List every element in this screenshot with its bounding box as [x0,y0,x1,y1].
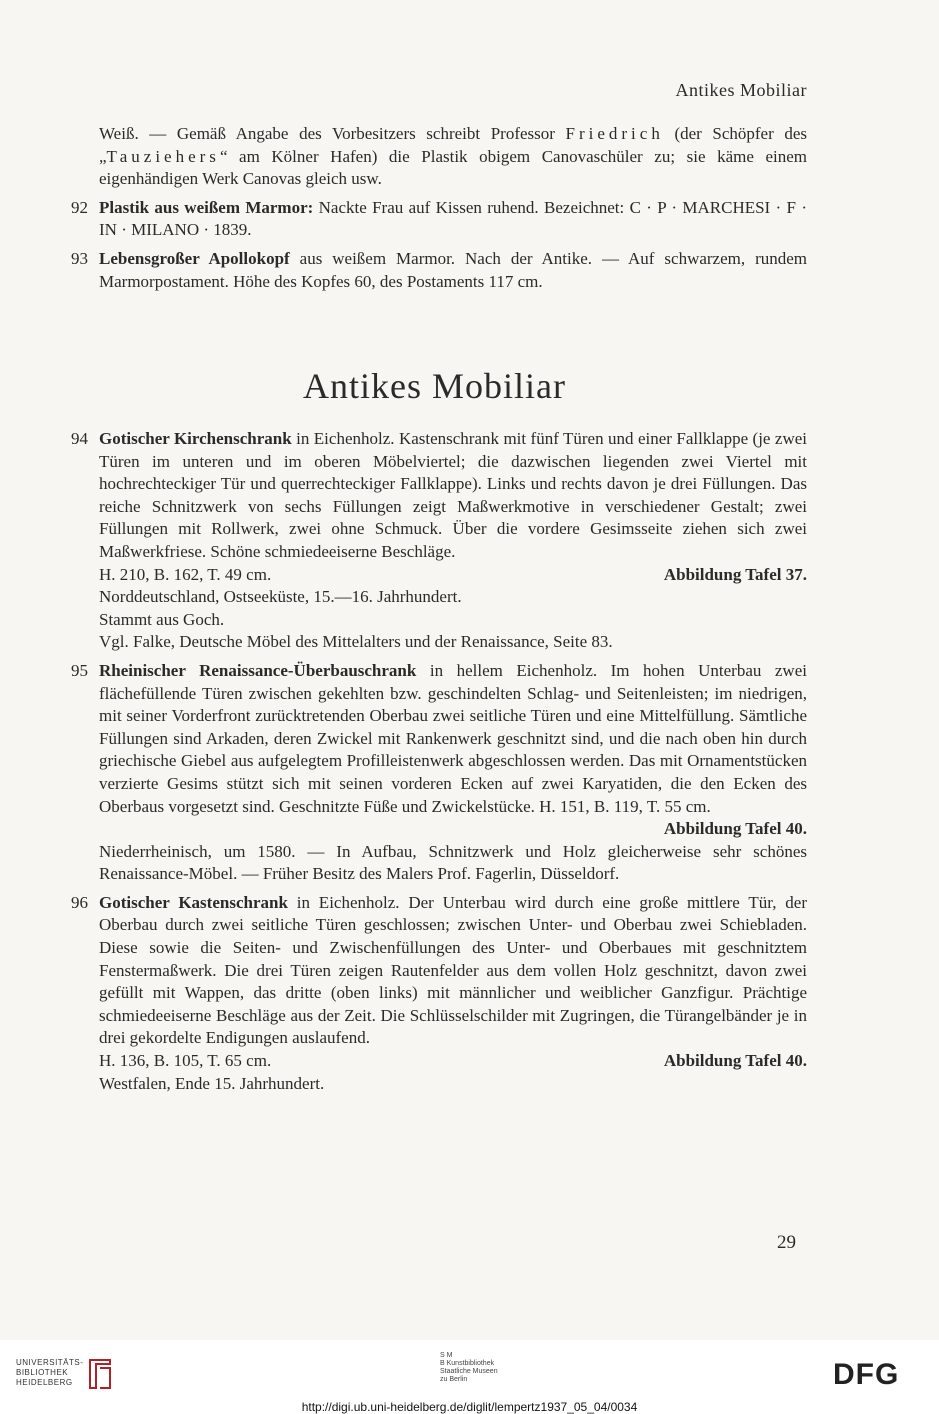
entry-note: Stammt aus Goch. [99,609,225,629]
plate-reference: Abbildung Tafel 40. [663,819,807,839]
entry-92 [71,197,807,242]
entry-text: aus weißem Marmor. Nach der Antike. — Auf schwarzem, rundem Marmorpostament. Höhe des Kopfes 60, des Postaments 117 cm. [99,248,807,291]
uni-line: HEIDELBERG [16,1378,73,1387]
entry-dimensions: H. 210, B. 162, T. 49 cm. [99,564,272,584]
entry-94 [71,428,808,654]
catalog-entries [71,428,808,1095]
entry-number: 93 [71,248,88,268]
university-library-label [16,1358,83,1388]
entry-title: Gotischer Kirchenschrank [99,429,292,448]
intro-paragraph [71,123,808,293]
entry-95 [71,660,807,886]
entry-title: Plastik aus weißem Marmor: [99,197,314,217]
entry-note: Norddeutschland, Ostseeküste, 15.—16. Jahrhundert. [99,587,462,607]
plate-reference: Abbildung Tafel 37. [663,564,807,584]
entry-96 [71,892,808,1095]
name-friedrich: Friedrich [565,124,664,143]
entry-title: Lebensgroßer Apollokopf [99,248,290,268]
name-tauzieher: Tauziehers [106,146,220,166]
source-url[interactable]: http://digi.ub.uni-heidelberg.de/diglit/lempertz1937_05_04/0034 [301,1400,638,1414]
heidelberg-logo-icon [86,1356,114,1392]
digitization-footer [0,1340,939,1414]
uni-line: BIBLIOTHEK [16,1368,69,1377]
entry-text: in Eichenholz. Kastenschrank mit fünf Türen und einer Fallklappe (je zwei Türen im unteren und im oberen Möbelviertel; die dazwischen liegenden zwei Viertel mit hochrechteckiger Tür und querrechteckiger Fallklappe). Links und rechts davon je drei Füllungen. Das reiche Schnitzwerk von sechs Füllungen zeigt Maßwerkmotive in verschiedener Gestalt; zwei Füllungen mit Rollwerk, zwei ohne Schmuck. Über die vordere Gesimsseite ziehen sich zwei Maßwerkfriese. Schöne schmiedeeiserne Beschläge. [99,429,808,561]
plate-reference: Abbildung Tafel 40. [663,1051,807,1071]
entry-number: 94 [71,429,88,448]
entry-title: Gotischer Kastenschrank [99,892,288,912]
entry-number: 95 [71,660,88,680]
sm-line: S M [440,1352,453,1359]
intro-text-3: “ am Kölner Hafen) die Plastik obigem Canovaschüler zu; sie käme einem eigenhändigen Werk Canovas gleich usw. [99,146,807,189]
entry-text: in Eichenholz. Der Unterbau wird durch eine große mittlere Tür, der Oberbau durch zwei seitliche Türen geschlossen; zwischen Unter- und Oberbau zwei Schiebladen. Diese sowie die Seiten- und Zwischenfüllungen des Unter- und Oberbaues mit geschnitztem Fenstermaßwerk. Die drei Türen zeigen Rautenfelder aus dem vollen Holz geschnitzt, davon zwei gefüllt mit Wappen, das dritte (oben links) mit männlicher und weiblicher Ganzfigur. Prächtige schmiedeeiserne Beschläge aus der Zeit. Die Schlüsselschilder mit Zugringen, die Türangelbänder je in drei gekordelte Endigungen auslaufend. [99,892,808,1048]
sm-kunstbibliothek-label [440,1352,498,1384]
entry-note: Niederrheinisch, um 1580. — In Aufbau, Schnitzwerk und Holz gleicherweise sehr schönes Renaissance-Möbel. — Früher Besitz des Malers Prof. Fagerlin, Düsseldorf. [99,841,807,884]
sm-line: Staatliche Museen [440,1368,498,1375]
intro-text-2: (der Schöpfer des „ [99,124,808,166]
entry-dimensions: H. 136, B. 105, T. 65 cm. [99,1051,272,1071]
entry-text: Nackte Frau auf Kissen ruhend. Bezeichnet: C · P · MARCHESI · F · IN · MILANO · 1839. [99,197,807,240]
entry-number: 92 [71,197,88,217]
uni-line: UNIVERSITÄTS- [16,1358,84,1367]
entry-text: in hellem Eichenholz. Im hohen Unterbau zwei flächefüllende Türen zwischen gekehlten bzw. geschindelten Schlag- und Seitenleisten; im niedrigen, mit seiner Vorderfront zurücktretenden Oberbau zwei seitliche Türen und eine Mittelfüllung. Sämtliche Füllungen sind Arkaden, deren Zwickel mit Rankenwerk geschnitzt sind, und die nach oben hin durch griechische Giebel aus aufgelegtem Profilleistenwerk abgeschlossen werden. Das mit Ornamentstücken verzierte Gesims stützt sich mit seinen vorderen Ecken auf zwei Karyatiden, die den Ecken des Oberbaus vorgesetzt sind. Geschnitzte Füße und Zwickelstücke. H. 151, B. 119, T. 55 cm. [99,660,807,816]
entry-title: Rheinischer Renaissance-Überbauschrank [99,660,417,680]
section-title: Antikes Mobiliar [303,366,566,406]
entry-93 [71,248,807,293]
intro-text-1: Weiß. — Gemäß Angabe des Vorbesitzers schreibt Professor [99,124,566,143]
page-number: 29 [777,1232,796,1253]
entry-note: Westfalen, Ende 15. Jahrhundert. [99,1073,325,1093]
running-head: Antikes Mobiliar [675,80,807,100]
sm-line: zu Berlin [440,1376,468,1383]
sm-line: B Kunstbibliothek [440,1360,495,1367]
dfg-logo: DFG [833,1358,900,1391]
entry-number: 96 [71,892,88,912]
entry-note: Vgl. Falke, Deutsche Möbel des Mittelalters und der Renaissance, Seite 83. [99,632,613,652]
